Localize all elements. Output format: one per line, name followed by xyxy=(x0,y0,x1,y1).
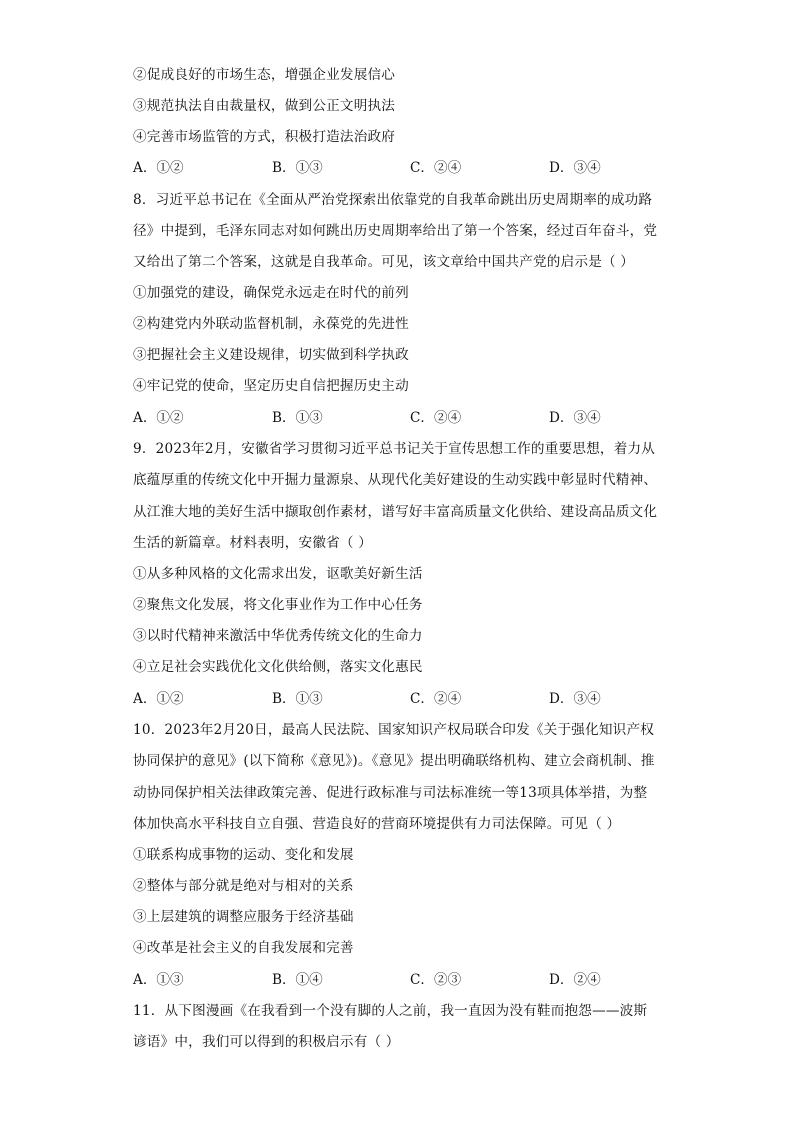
q10-option-b[interactable]: B．①④ xyxy=(272,972,323,988)
q9-stem-line: 生活的新篇章。材料表明，安徽省（ ） xyxy=(133,535,373,551)
q9-stem-line: 从江淮大地的美好生活中撷取创作素材，谱写好丰富高质量文化供给、建设高品质文化 xyxy=(133,504,658,520)
q10-item-4: ④改革是社会主义的自我发展和完善 xyxy=(133,940,354,956)
q7-item-3: ③规范执法自由裁量权，做到公正文明执法 xyxy=(133,98,396,114)
q9-item-3: ③以时代精神来激活中华优秀传统文化的生命力 xyxy=(133,628,423,644)
q8-item-1: ①加强党的建设，确保党永远走在时代的前列 xyxy=(133,285,409,301)
q10-item-2: ②整体与部分就是绝对与相对的关系 xyxy=(133,878,354,894)
q8-option-a[interactable]: A．①② xyxy=(133,410,184,426)
q9-option-c[interactable]: C．②④ xyxy=(410,691,462,707)
q7-item-4: ④完善市场监管的方式，积极打造法治政府 xyxy=(133,129,396,145)
q7-item-2: ②促成良好的市场生态，增强企业发展信心 xyxy=(133,67,396,83)
q10-item-1: ①联系构成事物的运动、变化和发展 xyxy=(133,847,354,863)
q10-stem-line: 10．2023年2月20日，最高人民法院、国家知识产权局联合印发《关于强化知识产权 xyxy=(133,722,655,738)
q11-stem-line: 11．从下图漫画《在我看到一个没有脚的人之前，我一直因为没有鞋而抱怨——波斯 xyxy=(133,1003,648,1019)
q7-option-c[interactable]: C．②④ xyxy=(410,160,462,176)
q9-stem-line: 底蕴厚重的传统文化中开掘力量源泉、从现代化美好建设的生动实践中彰显时代精神、 xyxy=(133,472,658,488)
q10-option-d[interactable]: D．②④ xyxy=(549,972,601,988)
q8-option-b[interactable]: B．①③ xyxy=(272,410,323,426)
q7-option-d[interactable]: D．③④ xyxy=(549,160,601,176)
q9-option-a[interactable]: A．①② xyxy=(133,691,184,707)
q9-item-1: ①从多种风格的文化需求出发，讴歌美好新生活 xyxy=(133,566,423,582)
q8-stem-line: 径》中提到，毛泽东同志对如何跳出历史周期率给出了第一个答案，经过百年奋斗，党 xyxy=(133,223,658,239)
q8-item-4: ④牢记党的使命，坚定历史自信把握历史主动 xyxy=(133,378,409,394)
q8-item-2: ②构建党内外联动监督机制，永葆党的先进性 xyxy=(133,316,409,332)
q11-stem-line: 谚语》中，我们可以得到的积极启示有（ ） xyxy=(133,1034,400,1050)
q8-option-c[interactable]: C．②④ xyxy=(410,410,462,426)
q9-item-2: ②聚焦文化发展，将文化事业作为工作中心任务 xyxy=(133,597,423,613)
q8-stem-line: 又给出了第二个答案，这就是自我革命。可见，该文章给中国共产党的启示是（ ） xyxy=(133,254,635,270)
q10-option-c[interactable]: C．②③ xyxy=(410,972,462,988)
q9-item-4: ④立足社会实践优化文化供给侧，落实文化惠民 xyxy=(133,659,423,675)
q7-option-b[interactable]: B．①③ xyxy=(272,160,323,176)
q9-stem-line: 9．2023年2月，安徽省学习贯彻习近平总书记关于宣传思想工作的重要思想，着力从 xyxy=(133,441,656,457)
q10-stem-line: 体加快高水平科技自立自强、营造良好的营商环境提供有力司法保障。可见（ ） xyxy=(133,816,621,832)
q8-stem-line: 8．习近平总书记在《全面从严治党探索出依靠党的自我革命跳出历史周期率的成功路 xyxy=(133,192,653,208)
q8-option-d[interactable]: D．③④ xyxy=(549,410,601,426)
q7-option-a[interactable]: A．①② xyxy=(133,160,184,176)
q10-item-3: ③上层建筑的调整应服务于经济基础 xyxy=(133,909,354,925)
q10-stem-line: 动协同保护相关法律政策完善、促进行政标准与司法标准统一等13项具体举措，为整 xyxy=(133,785,648,801)
q9-option-b[interactable]: B．①③ xyxy=(272,691,323,707)
q8-item-3: ③把握社会主义建设规律，切实做到科学执政 xyxy=(133,347,409,363)
q9-option-d[interactable]: D．③④ xyxy=(549,691,601,707)
q10-stem-line: 协同保护的意见》(以下简称《意见》)。《意见》提出明确联络机构、建立会商机制、推 xyxy=(133,753,655,769)
q10-option-a[interactable]: A．①③ xyxy=(133,972,184,988)
